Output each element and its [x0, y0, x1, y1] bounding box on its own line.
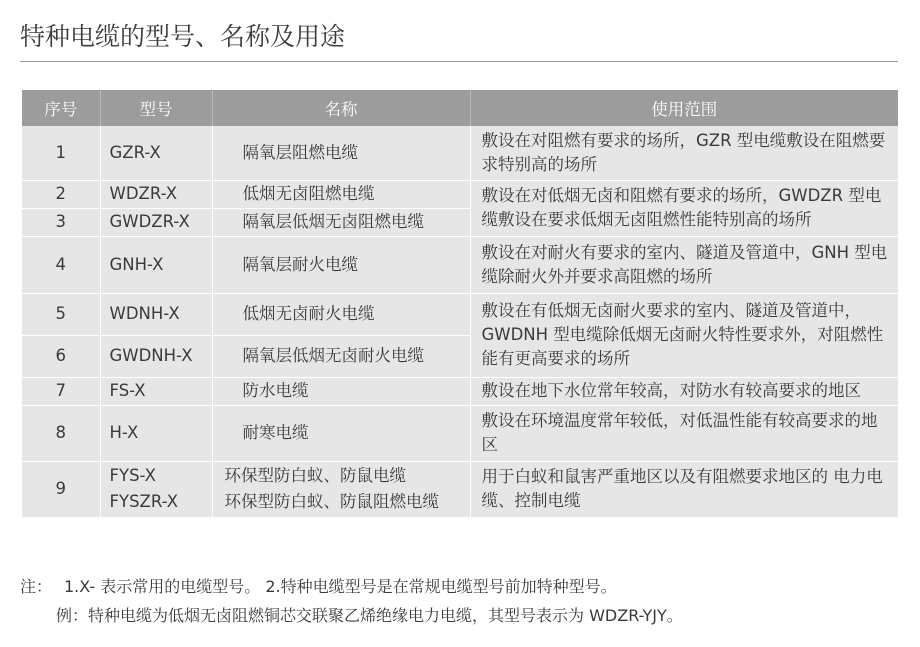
row-name: 隔氧层低烟无卤耐火电缆 [212, 335, 470, 377]
row-name: 耐寒电缆 [212, 405, 470, 461]
row-model: WDZR-X [100, 180, 212, 208]
row-model: WDNH-X [100, 293, 212, 335]
row-name: 隔氧层低烟无卤阻燃电缆 [212, 208, 470, 236]
row-model: GZR-X [100, 126, 212, 180]
row-model-line: FYS-X [109, 466, 156, 486]
table-row [22, 126, 898, 180]
row-number: 7 [22, 377, 100, 405]
row-usage: 敷设在对阻燃有要求的场所，GZR 型电缆敷设在阻燃要求特别高的场所 [481, 130, 886, 174]
row-number: 1 [22, 126, 100, 180]
header-model: 型号 [100, 90, 212, 126]
table-row [22, 461, 898, 517]
row-name: 防水电缆 [212, 377, 470, 405]
row-number: 4 [22, 236, 100, 293]
row-usage: 敷设在对低烟无卤和阻燃有要求的场所，GWDZR 型电缆敷设在要求低烟无卤阻燃性能特别高的场所 [470, 180, 898, 236]
note-line-1: 1.X- 表示常用的电缆型号。 2.特种电缆型号是在常规电缆型号前加特种型号。 [64, 577, 617, 596]
table-row [22, 236, 898, 293]
row-model: FS-X [100, 377, 212, 405]
row-usage: 敷设在地下水位常年较高，对防水有较高要求的地区 [470, 377, 898, 405]
row-name: 低烟无卤耐火电缆 [212, 293, 470, 335]
row-number: 8 [22, 405, 100, 461]
row-model-line: FYSZR-X [109, 492, 179, 512]
header-usage: 使用范围 [470, 90, 898, 126]
note-line-2: 例：特种电缆为低烟无卤阻燃铜芯交联聚乙烯绝缘电力电缆，其型号表示为 WDZR-YJY。 [56, 606, 683, 625]
row-name-line: 环保型防白蚁、防鼠电缆 [224, 466, 406, 486]
row-number: 5 [22, 293, 100, 335]
table-row [22, 377, 898, 405]
notes-label: 注： [20, 577, 53, 596]
row-name: 隔氧层耐火电缆 [212, 236, 470, 293]
row-model: GWDZR-X [100, 208, 212, 236]
header-serial: 序号 [22, 90, 100, 126]
page-title: 特种电缆的型号、名称及用途 [20, 22, 346, 51]
row-model: H-X [100, 405, 212, 461]
row-name [212, 461, 470, 517]
row-model [100, 461, 212, 517]
table-row [22, 293, 898, 335]
row-number: 3 [22, 208, 100, 236]
table-row [22, 405, 898, 461]
row-number: 9 [22, 461, 100, 517]
row-usage: 敷设在对耐火有要求的室内、隧道及管道中，GNH 型电缆除耐火外并要求高阻燃的场所 [470, 236, 898, 293]
cable-spec-table [22, 90, 898, 517]
row-usage: 敷设在有低烟无卤耐火要求的室内、隧道及管道中，GWDNH 型电缆除低烟无卤耐火特性要求外，对阻燃性能有更高要求的场所 [470, 293, 898, 377]
table-row [22, 180, 898, 208]
row-name: 隔氧层阻燃电缆 [212, 126, 470, 180]
row-model: GWDNH-X [100, 335, 212, 377]
row-number: 6 [22, 335, 100, 377]
title-divider [20, 61, 898, 62]
table-header-row [22, 90, 898, 126]
header-name: 名称 [212, 90, 470, 126]
row-model: GNH-X [100, 236, 212, 293]
row-usage: 用于白蚁和鼠害严重地区以及有阻燃要求地区的 电力电缆、控制电缆 [470, 461, 898, 517]
row-name-line: 环保型防白蚁、防鼠阻燃电缆 [224, 492, 439, 512]
row-usage: 敷设在环境温度常年较低，对低温性能有较高要求的地区 [470, 405, 898, 461]
row-number: 2 [22, 180, 100, 208]
row-name: 低烟无卤阻燃电缆 [212, 180, 470, 208]
